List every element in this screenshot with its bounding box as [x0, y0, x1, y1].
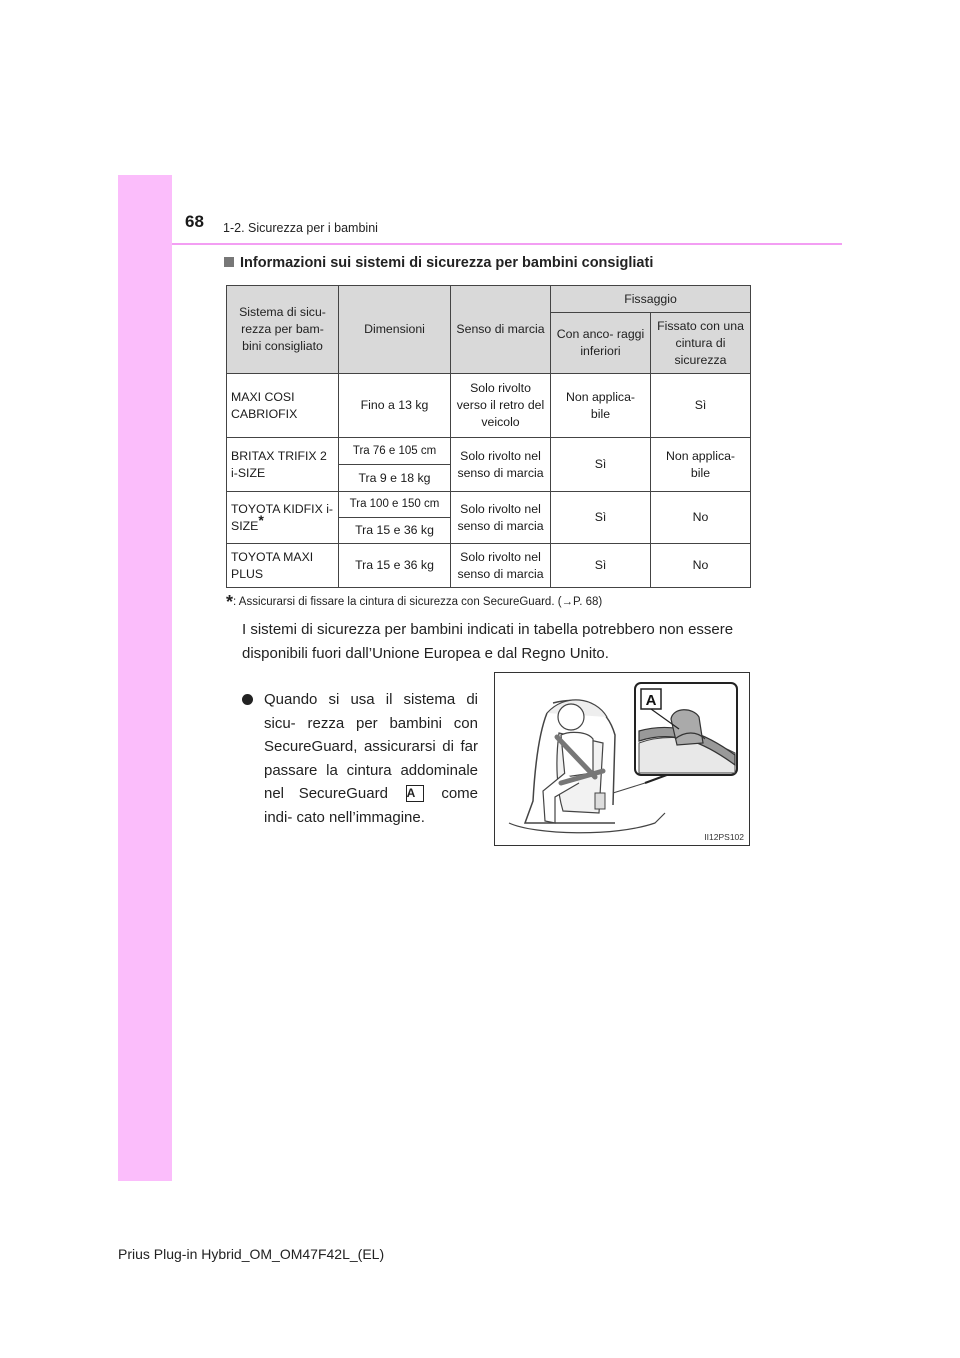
header-lower-anchors: Con anco- raggi inferiori [551, 313, 651, 374]
figure-code: II12PS102 [704, 832, 744, 842]
table-header-row [227, 286, 751, 313]
footnote [226, 592, 602, 613]
section-title-text: Informazioni sui sistemi di sicurezza per bambini consigliati [240, 255, 654, 271]
child-seat-illustration [494, 672, 750, 846]
header-seat-belt: Fissato con una cintura di sicurezza [651, 313, 751, 374]
cell-dimensions-weight: Tra 15 e 36 kg [339, 518, 451, 544]
header-fixing: Fissaggio [551, 286, 751, 313]
cell-seat-belt: No [651, 544, 751, 588]
section-title [224, 255, 653, 271]
cell-lower-anchors: Sì [551, 438, 651, 492]
cell-system-text: TOYOTA KIDFIX i-SIZE [231, 501, 334, 533]
cell-system: TOYOTA MAXI PLUS [227, 544, 339, 588]
child-seat-drawing [495, 673, 749, 845]
table-row [227, 374, 751, 438]
cell-dimensions-length: Tra 76 e 105 cm [339, 438, 451, 465]
footnote-mark: * [258, 511, 264, 528]
availability-note: I sistemi di sicurezza per bambini indicati in tabella potrebbero non essere disponibili fuori dall’Unione Europea e dal Regno Unito. [242, 621, 734, 662]
header-direction: Senso di marcia [451, 286, 551, 374]
table-row [227, 492, 751, 518]
bullet-text [264, 688, 478, 829]
cell-seat-belt: Sì [651, 374, 751, 438]
secureguard-instruction [242, 688, 478, 829]
cell-system: MAXI COSI CABRIOFIX [227, 374, 339, 438]
cell-dimensions-weight: Tra 9 e 18 kg [339, 465, 451, 492]
callout-label-a: A [406, 785, 424, 802]
cell-dimensions: Tra 15 e 36 kg [339, 544, 451, 588]
cell-system [227, 492, 339, 544]
cell-system: BRITAX TRIFIX 2 i-SIZE [227, 438, 339, 492]
footnote-text: : Assicurarsi di fissare la cintura di sicurezza con SecureGuard. (→P. 68) [233, 596, 603, 608]
cell-dimensions-length: Tra 100 e 150 cm [339, 492, 451, 518]
header-rule [172, 243, 842, 245]
cell-direction: Solo rivolto nel senso di marcia [451, 438, 551, 492]
bullet-text-after: come indi- cato nell’immagine. [264, 785, 479, 826]
cell-direction: Solo rivolto nel senso di marcia [451, 492, 551, 544]
cell-dimensions: Fino a 13 kg [339, 374, 451, 438]
cell-direction: Solo rivolto verso il retro del veicolo [451, 374, 551, 438]
recommended-seats-table [226, 285, 751, 588]
cell-lower-anchors: Sì [551, 492, 651, 544]
header-dimensions: Dimensioni [339, 286, 451, 374]
square-bullet-icon [224, 257, 234, 267]
page-number: 68 [185, 212, 204, 231]
cell-seat-belt: Non applica- bile [651, 438, 751, 492]
table-row [227, 438, 751, 465]
cell-lower-anchors: Non applica- bile [551, 374, 651, 438]
header-system: Sistema di sicu- rezza per bam- bini consigliato [227, 286, 339, 374]
footnote-star: * [226, 592, 234, 612]
document-footer: Prius Plug-in Hybrid_OM_OM47F42L_(EL) [118, 1246, 385, 1262]
table-row [227, 544, 751, 588]
section-header: 1-2. Sicurezza per i bambini [223, 221, 378, 235]
cell-lower-anchors: Sì [551, 544, 651, 588]
bullet-dot-icon [242, 694, 253, 705]
cell-seat-belt: No [651, 492, 751, 544]
side-tab-band [118, 175, 172, 1181]
figure-callout-label: A [645, 692, 657, 709]
cell-direction: Solo rivolto nel senso di marcia [451, 544, 551, 588]
bullet-text-before: Quando si usa il sistema di sicu- rezza per bambini con SecureGuard, assicurarsi di far passare la cintura addominale nel SecureGuard [264, 691, 478, 802]
